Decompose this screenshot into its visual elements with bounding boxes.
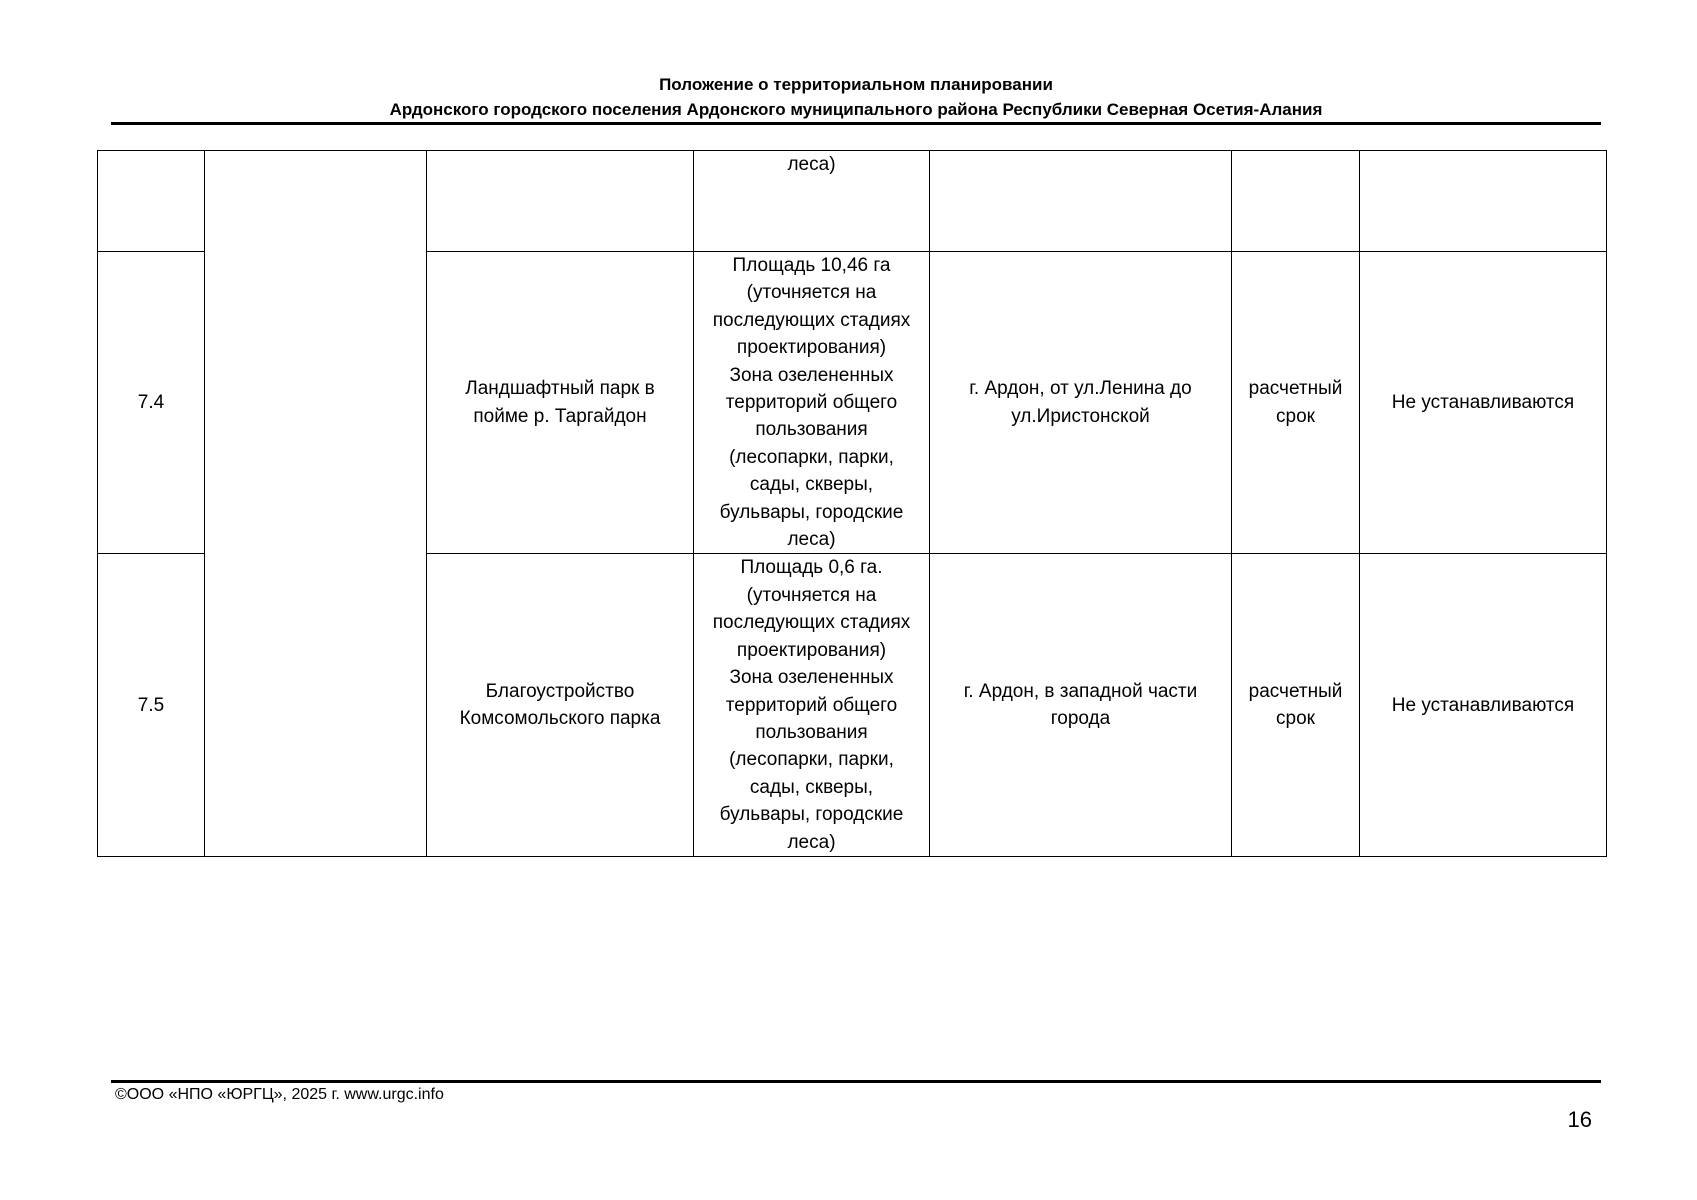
document-subtitle: Ардонского городского поселения Ардонского муниципального района Республики Северная Осетия-Алания — [389, 100, 1323, 119]
cell-number — [98, 151, 205, 252]
table-row-continuation — [98, 151, 1607, 252]
cell-characteristics: Площадь 10,46 га (уточняется на последующих стадиях проектирования) Зона озелененных территорий общего пользования (лесопарки, парки, сады, скверы, бульвары, городские леса) — [694, 252, 930, 554]
page-header — [111, 72, 1601, 122]
cell-name: Благоустройство Комсомольского парка — [427, 554, 694, 856]
footer-copyright: ©ООО «НПО «ЮРГЦ», 2025 г. www.urgc.info — [115, 1086, 444, 1103]
cell-number: 7.5 — [98, 554, 205, 856]
cell-location: г. Ардон, от ул.Ленина до ул.Иристонской — [930, 252, 1232, 554]
cell-name — [427, 151, 694, 252]
cell-characteristics: леса) — [694, 151, 930, 252]
cell-term — [1232, 151, 1360, 252]
cell-name: Ландшафтный парк в пойме р. Таргайдон — [427, 252, 694, 554]
header-divider — [111, 122, 1601, 125]
cell-zones — [1360, 151, 1607, 252]
cell-merged-category — [205, 151, 427, 857]
cell-zones: Не устанавливаются — [1360, 252, 1607, 554]
objects-table — [97, 150, 1607, 857]
cell-term: расчетный срок — [1232, 252, 1360, 554]
cell-location: г. Ардон, в западной части города — [930, 554, 1232, 856]
cell-number: 7.4 — [98, 252, 205, 554]
cell-characteristics: Площадь 0,6 га. (уточняется на последующих стадиях проектирования) Зона озелененных территорий общего пользования (лесопарки, парки, сады, скверы, бульвары, городские леса) — [694, 554, 930, 856]
cell-term: расчетный срок — [1232, 554, 1360, 856]
document-title: Положение о территориальном планировании — [659, 75, 1053, 94]
cell-location — [930, 151, 1232, 252]
page-number: 16 — [1567, 1107, 1592, 1132]
cell-zones: Не устанавливаются — [1360, 554, 1607, 856]
footer-divider — [111, 1080, 1601, 1083]
